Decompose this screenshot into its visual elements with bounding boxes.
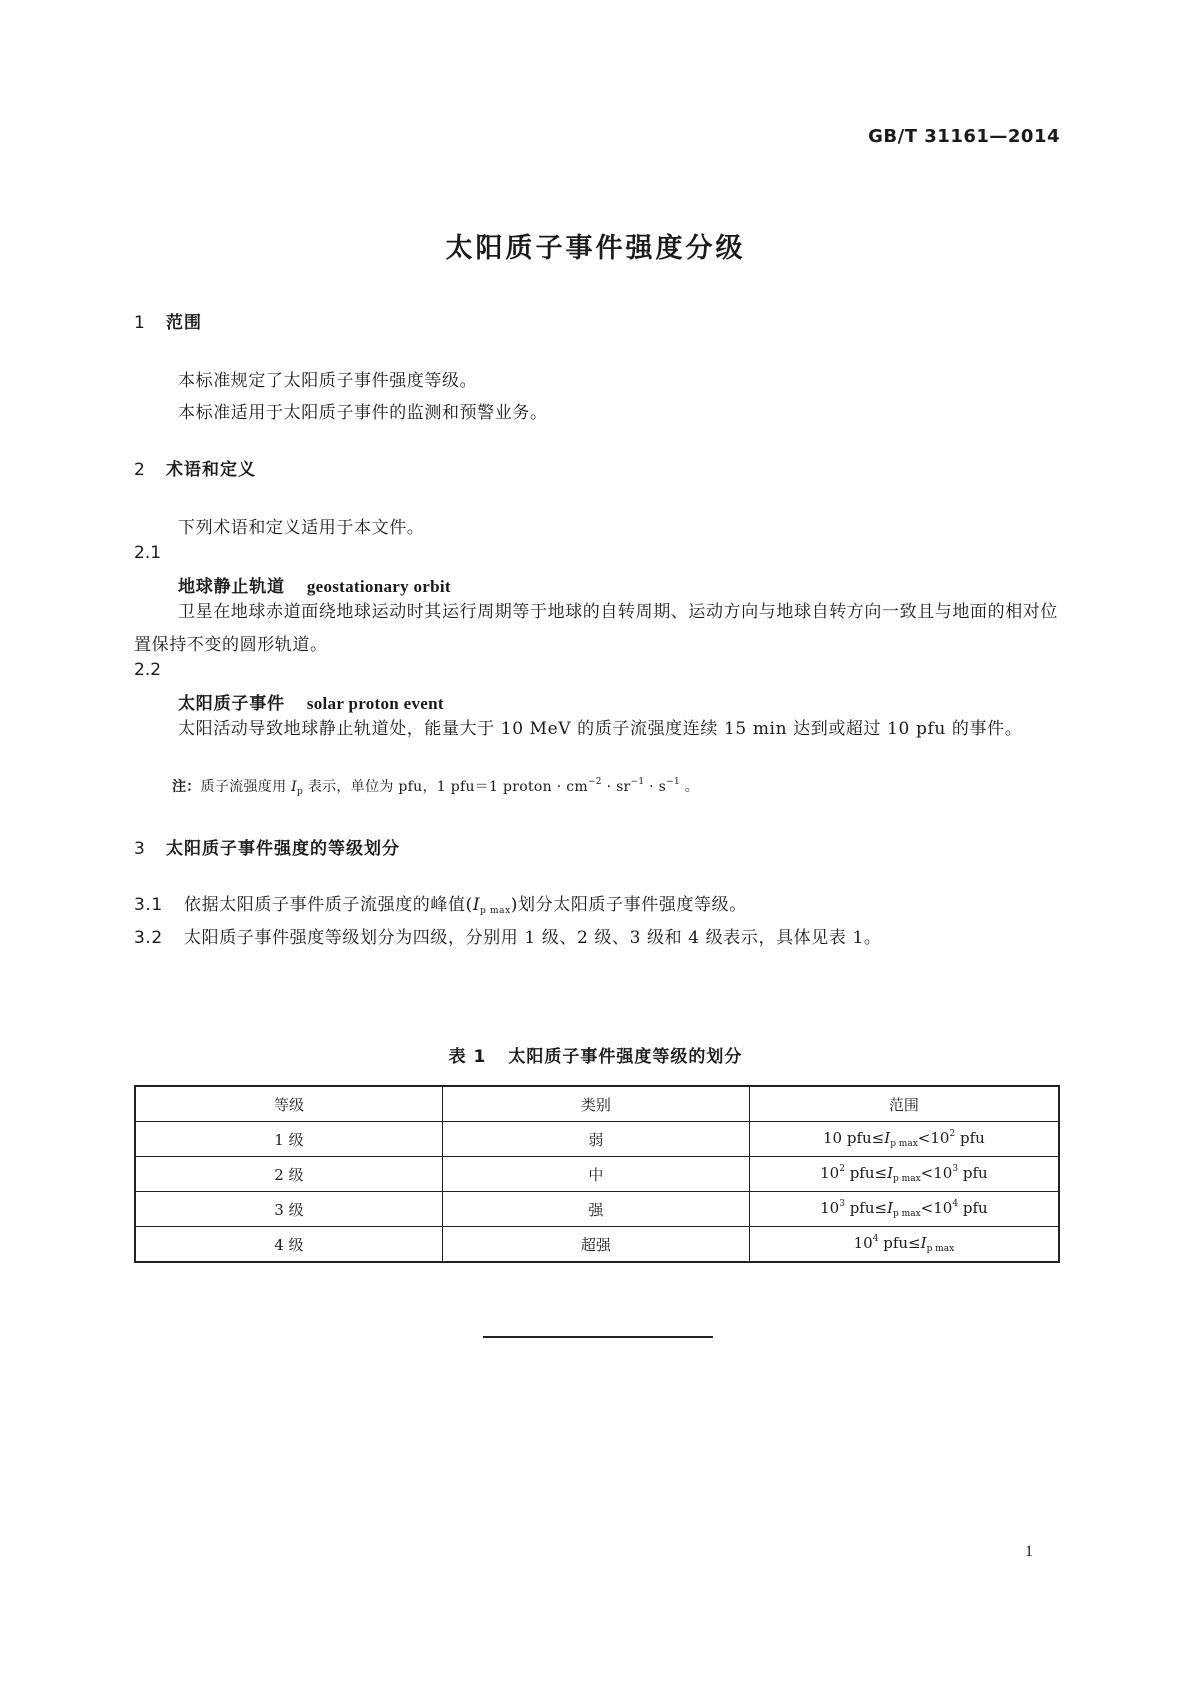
clause-3-2-number: 3.2: [134, 928, 163, 948]
section-2-intro: 下列术语和定义适用于本文件。: [178, 518, 425, 538]
section-3-heading: [134, 834, 400, 859]
range-variable-sub: p max: [893, 1209, 921, 1219]
range-to-exp: 2: [949, 1129, 956, 1139]
cell-category: 弱: [442, 1122, 749, 1157]
term-2-1-definition: 卫星在地球赤道面绕地球运动时其运行周期等于地球的自转周期、运动方向与地球自转方向一致且与地面的相对位置保持不变的圆形轨道。: [134, 602, 1058, 655]
note-exp-1: −2: [587, 777, 602, 787]
term-2-2-en: solar proton event: [306, 694, 444, 713]
range-variable-sub: p max: [893, 1174, 921, 1184]
note-label: 注：: [172, 779, 201, 795]
term-2-2-number: 2.2: [134, 660, 162, 680]
section-3-number: 3: [134, 839, 146, 859]
clause-3-1-symbol-sub: p max: [480, 906, 511, 916]
cell-range: [749, 1122, 1059, 1157]
section-1-paragraph-1: 本标准规定了太阳质子事件强度等级。: [178, 371, 478, 391]
lt-symbol: <: [917, 1129, 931, 1147]
term-2-2-definition: 太阳活动导致地球静止轨道处，能量大于 10 MeV 的质子流强度连续 15 min 达到或超过 10 pfu 的事件。: [178, 719, 1023, 739]
range-variable-sub: p max: [890, 1139, 918, 1149]
section-1-title: 范围: [166, 313, 202, 333]
clause-3-1-text-2: )划分太阳质子事件强度等级。: [510, 895, 747, 915]
table-header-row: [135, 1086, 1059, 1122]
cell-level: 2 级: [135, 1157, 442, 1192]
table-row: [135, 1192, 1059, 1227]
range-variable: I: [920, 1234, 927, 1252]
cell-category: 超强: [442, 1227, 749, 1263]
range-unit: pfu: [846, 1129, 872, 1147]
cell-level: 4 级: [135, 1227, 442, 1263]
note-exp-3: −1: [666, 777, 681, 787]
range-unit: pfu: [962, 1199, 988, 1217]
term-2-1-cn: 地球静止轨道: [178, 577, 285, 597]
note-text-end: 。: [680, 779, 700, 795]
term-2-1-en: geostationary orbit: [306, 577, 451, 596]
section-1-heading: [134, 308, 202, 333]
cell-level: 3 级: [135, 1192, 442, 1227]
section-2-number: 2: [134, 460, 146, 480]
section-3-title: 太阳质子事件强度的等级划分: [166, 839, 400, 859]
range-unit: pfu: [883, 1234, 909, 1252]
leq-symbol: ≤: [908, 1234, 921, 1252]
term-2-1-heading: [178, 572, 451, 597]
range-unit: pfu: [849, 1199, 875, 1217]
note: [172, 776, 699, 797]
range-from: 10: [822, 1129, 843, 1147]
term-2-2-cn: 太阳质子事件: [178, 694, 285, 714]
note-text-1: 质子流强度用: [200, 779, 292, 795]
header-level: 等级: [135, 1086, 442, 1122]
standard-code: GB/T 31161—2014: [868, 126, 1060, 147]
section-2-heading: [134, 455, 256, 480]
cell-category: 强: [442, 1192, 749, 1227]
clause-3-2-text: 太阳质子事件强度等级划分为四级，分别用 1 级、2 级、3 级和 4 级表示，具体见表 1。: [184, 928, 882, 948]
clause-3-1-text-1: 依据太阳质子事件质子流强度的峰值(: [184, 895, 473, 915]
range-unit: pfu: [962, 1164, 988, 1182]
range-variable-sub: p max: [926, 1244, 955, 1254]
lt-symbol: <: [920, 1199, 934, 1217]
grade-table: [134, 1085, 1060, 1263]
table-row: [135, 1122, 1059, 1157]
range-from: 10: [820, 1164, 840, 1182]
table-caption-title: 太阳质子事件强度等级的划分: [508, 1047, 743, 1067]
cell-range: [749, 1157, 1059, 1192]
note-symbol: I: [291, 779, 298, 795]
section-1-paragraph-2: 本标准适用于太阳质子事件的监测和预警业务。: [178, 403, 548, 423]
document-title: 太阳质子事件强度分级: [445, 233, 746, 264]
range-to: 10: [933, 1199, 953, 1217]
lt-symbol: <: [920, 1164, 934, 1182]
leq-symbol: ≤: [874, 1199, 888, 1217]
cell-level: 1 级: [135, 1122, 442, 1157]
range-variable: I: [887, 1164, 894, 1182]
note-symbol-sub: p: [297, 787, 304, 797]
cell-range: [749, 1227, 1059, 1263]
range-to: 10: [930, 1129, 950, 1147]
note-exp-2: −1: [630, 777, 645, 787]
range-from: 10: [820, 1199, 840, 1217]
term-2-2-heading: [178, 689, 444, 714]
note-text-2: 表示，单位为 pfu，1 pfu＝1 proton · cm: [303, 779, 588, 795]
table-caption-number: 表 1: [448, 1047, 487, 1067]
term-2-1-number: 2.1: [134, 543, 162, 563]
table-caption: [0, 1042, 1191, 1067]
table-row: [135, 1157, 1059, 1192]
clause-3-1-symbol: I: [472, 895, 481, 915]
clause-3-1-number: 3.1: [134, 895, 163, 915]
cell-range: [749, 1192, 1059, 1227]
cell-category: 中: [442, 1157, 749, 1192]
range-from-exp: 4: [872, 1234, 879, 1244]
header-range: 范围: [749, 1086, 1059, 1122]
range-unit: pfu: [959, 1129, 985, 1147]
note-text-4: · s: [644, 779, 667, 795]
clause-3-1: [134, 890, 747, 916]
table-row: [135, 1227, 1059, 1263]
leq-symbol: ≤: [874, 1164, 888, 1182]
end-of-document-rule: [483, 1336, 713, 1338]
leq-symbol: ≤: [871, 1129, 885, 1147]
range-from-exp: 2: [839, 1164, 845, 1174]
range-unit: pfu: [849, 1164, 875, 1182]
clause-3-2: [134, 923, 882, 948]
range-to: 10: [933, 1164, 953, 1182]
header-category: 类别: [442, 1086, 749, 1122]
note-text-3: · sr: [601, 779, 631, 795]
range-variable: I: [887, 1199, 894, 1217]
range-from-exp: 3: [839, 1199, 845, 1209]
range-variable: I: [884, 1129, 891, 1147]
section-2-title: 术语和定义: [166, 460, 256, 480]
range-to-exp: 4: [952, 1199, 959, 1209]
range-to-exp: 3: [952, 1164, 959, 1174]
section-1-number: 1: [134, 313, 146, 333]
range-from: 10: [853, 1234, 873, 1252]
page-number: 1: [1025, 1543, 1033, 1560]
